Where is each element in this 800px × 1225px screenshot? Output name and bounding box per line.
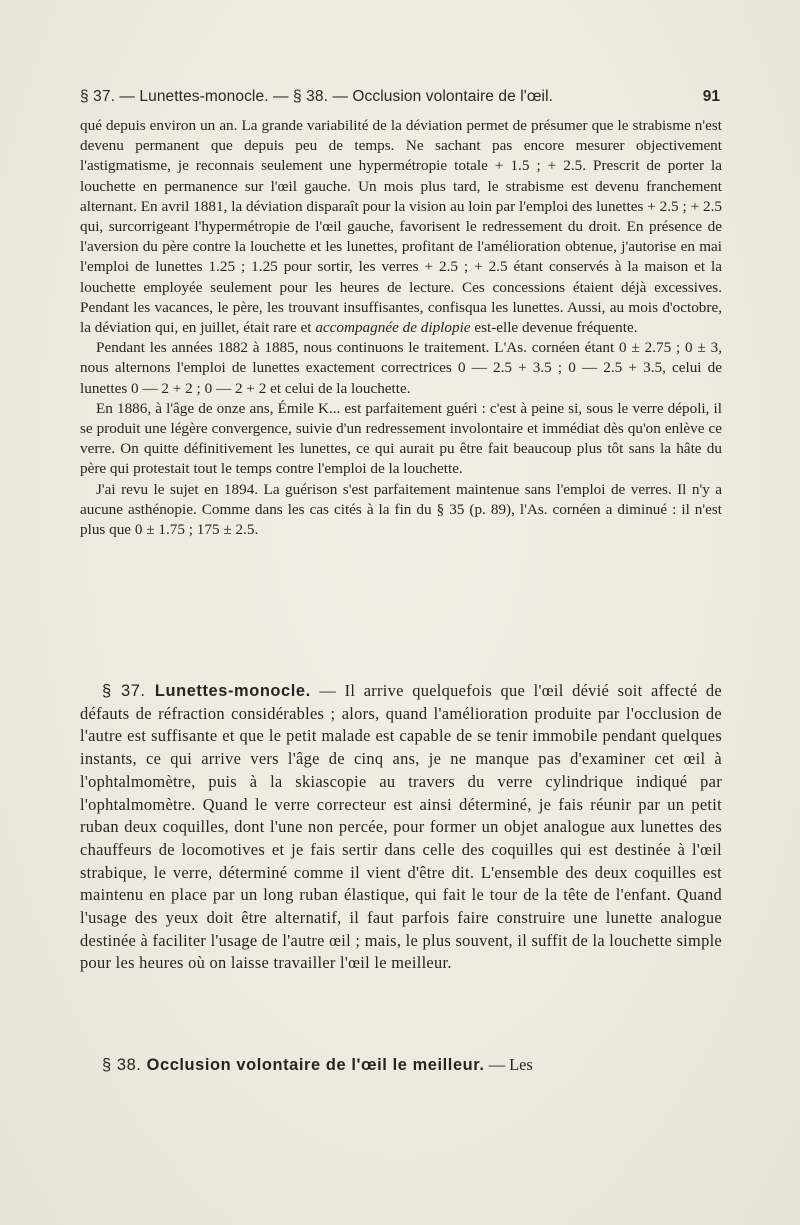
- paragraph-1-italic: accompagnée de diplopie: [315, 319, 471, 337]
- running-title: § 37. — Lunettes-monocle. — § 38. — Occlusion volontaire de l'œil.: [80, 88, 554, 105]
- section-37-paragraph: [80, 680, 722, 975]
- page-number: 91: [702, 88, 720, 105]
- section-37-title: Lunettes-monocle.: [154, 682, 311, 700]
- section-38: [102, 1055, 722, 1075]
- section-38-title: Occlusion volontaire de l'œil le meilleur.: [146, 1056, 485, 1074]
- section-38-dash: — Les: [488, 1055, 533, 1074]
- section-37-dash: —: [319, 681, 337, 700]
- paragraph-2: Pendant les années 1882 à 1885, nous continuons le traitement. L'As. cornéen étant 0 ± 2.75 ; 0 ± 3, nous alternons l'emploi de lunettes exactement correctrices 0 — 2.5 + 3.5 ; 0 — 2.5 + 3.5, celui de lunettes 0 — 2 + 2 ; 0 — 2 + 2 et celui de la louchette.: [80, 339, 722, 397]
- section-37-symbol: § 37.: [102, 682, 146, 700]
- section-38-heading: [102, 1056, 485, 1074]
- section-37-text: Il arrive quelquefois que l'œil dévié soit affecté de défauts de réfraction considérables ; alors, quand l'amélioration produite par l'occlusion de l'autre est suffisante et que le petit malade est capable de se tenir immobile pendant quelques instants, ce qui arrive vers l'âge de cinq ans, je ne manque pas d'examiner cet œil à l'ophtalmomètre, puis à la skiascopie au travers du verre cylindrique indiqué par l'ophtalmomètre. Quand le verre correcteur est ainsi déterminé, je fais réunir par un petit ruban deux coquilles, dont l'une non percée, pour former un objet analogue aux lunettes des chauffeurs de locomotives et je fais sertir dans celle des coquilles qui est destinée à l'œil strabique, le verre, déterminé comme il vient d'être dit. L'ensemble des deux coquilles est maintenu en place par un long ruban élastique, qui fait le tour de la tête de l'enfant. Quand l'usage des yeux doit être alternatif, il faut parfois faire construire une lunette analogue destinée à faciliter l'usage de l'autre œil ; mais, le plus souvent, il suffit de la louchette simple pour les heures où on laisse travailler l'œil le meilleur.: [80, 681, 722, 973]
- section-37: [80, 680, 722, 975]
- paragraph-4: J'ai revu le sujet en 1894. La guérison s'est parfaitement maintenue sans l'emploi de verres. Il n'y a aucune asthénopie. Comme dans les cas cités à la fin du § 35 (p. 89), l'As. cornéen a diminué : il n'est plus que 0 ± 1.75 ; 175 ± 2.5.: [80, 480, 722, 539]
- section-38-symbol: § 38.: [102, 1056, 142, 1074]
- case-report-text: [80, 116, 722, 540]
- paragraph-1: [80, 116, 722, 338]
- paragraph-3: En 1886, à l'âge de onze ans, Émile K... est parfaitement guéri : c'est à peine si, sous le verre dépoli, il se produit une légère convergence, suivie d'un redressement involontaire et immédiat dès qu'on enlève ce verre. On quitte définitivement les lunettes, ce qui aurait pu être fait beaucoup plus tôt sans la hâte du père qui protestait tout le temps contre l'emploi de la louchette.: [80, 399, 722, 478]
- section-37-heading: [102, 682, 311, 700]
- running-header: [80, 88, 720, 106]
- paragraph-1-end: est-elle devenue fréquente.: [474, 319, 638, 337]
- paragraph-1-text: qué depuis environ un an. La grande variabilité de la déviation permet de présumer que le strabisme n'est devenu permanent que depuis peu de temps. Ne sachant pas encore mesurer objectivement l'astigmatisme, je reconnais seulement une hypermétropie totale + 1.5 ; + 2.5. Prescrit de porter la louchette en permanence sur l'œil gauche. Un mois plus tard, le strabisme est devenu franchement alternant. En avril 1881, la déviation disparaît pour la vision au loin par l'emploi des lunettes + 2.5 ; + 2.5 qui, surcorrigeant l'hypermétropie de l'œil gauche, favorisent le redressement du droit. En présence de l'aversion du père contre la louchette et les lunettes, profitant de l'amélioration obtenue, j'autorise en mai l'emploi de lunettes 1.25 ; 1.25 pour sortir, les verres + 2.5 ; + 2.5 étant conservés à la maison et la louchette employée seulement pour les heures de lecture. Ces concessions étaient déjà excessives. Pendant les vacances, le père, les trouvant insuffisantes, confisqua les lunettes. Aussi, au mois d'octobre, la déviation qui, en juillet, était rare et: [80, 117, 722, 337]
